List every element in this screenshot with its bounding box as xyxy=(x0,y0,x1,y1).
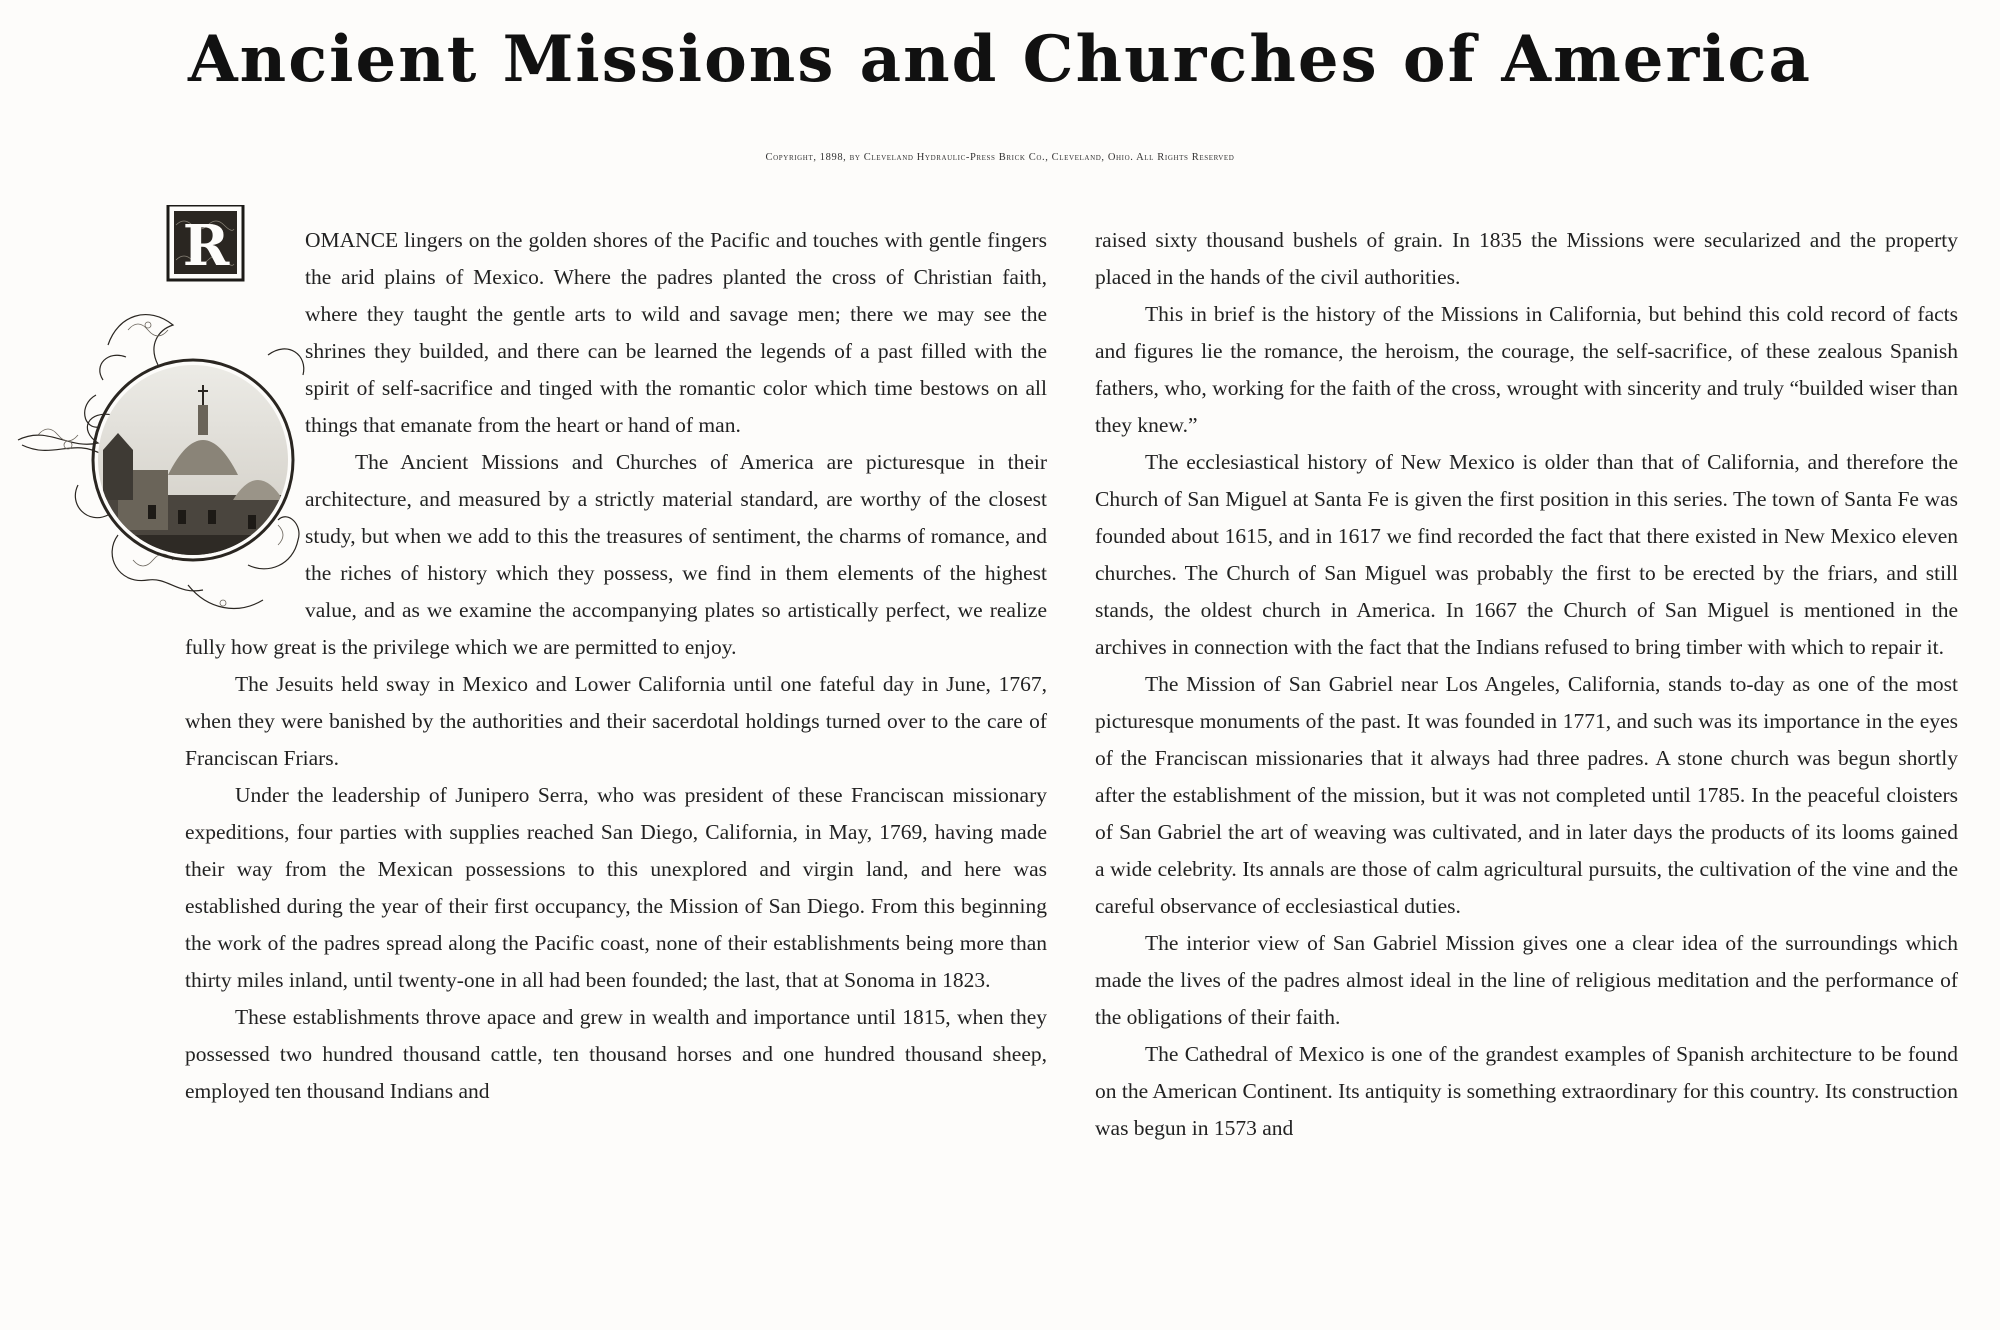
paragraph-6: raised sixty thousand bushels of grain. In 1835 the Missions were secularized and the property placed in the hands of the civil authorities. xyxy=(1095,228,1958,289)
paragraph-10: The interior view of San Gabriel Mission gives one a clear idea of the surroundings which made the lives of the padres almost ideal in the line of religious meditation and the performance of the obligations of their faith. xyxy=(1095,931,1958,1029)
page-title: Ancient Missions and Churches of America xyxy=(188,22,1812,97)
paragraph-5: These establishments throve apace and grew in wealth and importance until 1815, when they possessed two hundred thousand cattle, ten thousand horses and one hundred thousand sheep, employed ten thousand Indians and xyxy=(185,1005,1047,1103)
paragraph-3: The Jesuits held sway in Mexico and Lower California until one fateful day in June, 1767, when they were banished by the authorities and their sacerdotal holdings turned over to the care of Franciscan Friars. xyxy=(185,672,1047,770)
paragraph-8: The ecclesiastical history of New Mexico is older than that of California, and therefore the Church of San Miguel at Santa Fe is given the first position in this series. The town of Santa Fe was founded about 1615, and in 1617 we find recorded the fact that there existed in New Mexico eleven churches. The Church of San Miguel was probably the first to be erected by the friars, and still stands, the oldest church in America. In 1667 the Church of San Miguel is mentioned in the archives in connection with the fact that the Indians refused to bring timber with which to repair it. xyxy=(1095,450,1958,659)
initial-spacer xyxy=(185,222,305,597)
paragraph-2: The Ancient Missions and Churches of America are picturesque in their architecture, and measured by a strictly material standard, are worthy of the closest study, but when we add to this the treasures of sentiment, the charms of romance, and the riches of history which they possess, we find in them elements of the highest value, and as we examine the accompanying plates so artistically perfect, we realize fully how great is the privilege which we are permitted to enjoy. xyxy=(185,450,1047,659)
paragraph-11: The Cathedral of Mexico is one of the grandest examples of Spanish architecture to be found on the American Continent. Its antiquity is something extraordinary for this country. Its construction was begun in 1573 and xyxy=(1095,1042,1958,1140)
paragraph-4: Under the leadership of Junipero Serra, who was president of these Franciscan missionary expeditions, four parties with supplies reached San Diego, California, in May, 1769, having made their way from the Mexican possessions to this unexplored and virgin land, and here was established during the year of their first occupancy, the Mission of San Diego. From this beginning the work of the padres spread along the Pacific coast, none of their establishments being more than thirty miles inland, until twenty-one in all had been founded; the last, that at Sonoma in 1823. xyxy=(185,783,1047,992)
copyright-notice: Copyright, 1898, by Cleveland Hydraulic-Press Brick Co., Cleveland, Ohio. All Rights Reserved xyxy=(765,152,1235,163)
paragraph-1: OMANCE lingers on the golden shores of the Pacific and touches with gentle fingers the arid plains of Mexico. Where the padres planted the cross of Christian faith, where they taught the gentle arts to wild and savage men; there we may see the shrines they builded, and there can be learned the legends of a past filled with the spirit of self-sacrifice and tinged with the romantic color which time bestows on all things that emanate from the heart or hand of man. xyxy=(305,228,1047,437)
paragraph-9: The Mission of San Gabriel near Los Angeles, California, stands to-day as one of the most picturesque monuments of the past. It was founded in 1771, and such was its importance in the eyes of the Franciscan missionaries that it always had three padres. A stone church was begun shortly after the establishment of the mission, but it was not completed until 1785. In the peaceful cloisters of San Gabriel the art of weaving was cultivated, and in later days the products of its looms gained a wide celebrity. Its annals are those of calm agricultural pursuits, the cultivation of the vine and the careful observance of ecclesiastical duties. xyxy=(1095,672,1958,918)
right-column xyxy=(1095,222,1958,1147)
left-column xyxy=(185,222,1047,1110)
paragraph-7: This in brief is the history of the Missions in California, but behind this cold record of facts and figures lie the romance, the heroism, the courage, the self-sacrifice, of these zealous Spanish fathers, who, working for the faith of the cross, wrought with sincerity and truly “builded wiser than they knew.” xyxy=(1095,302,1958,437)
drop-cap-letter: R xyxy=(182,213,230,279)
